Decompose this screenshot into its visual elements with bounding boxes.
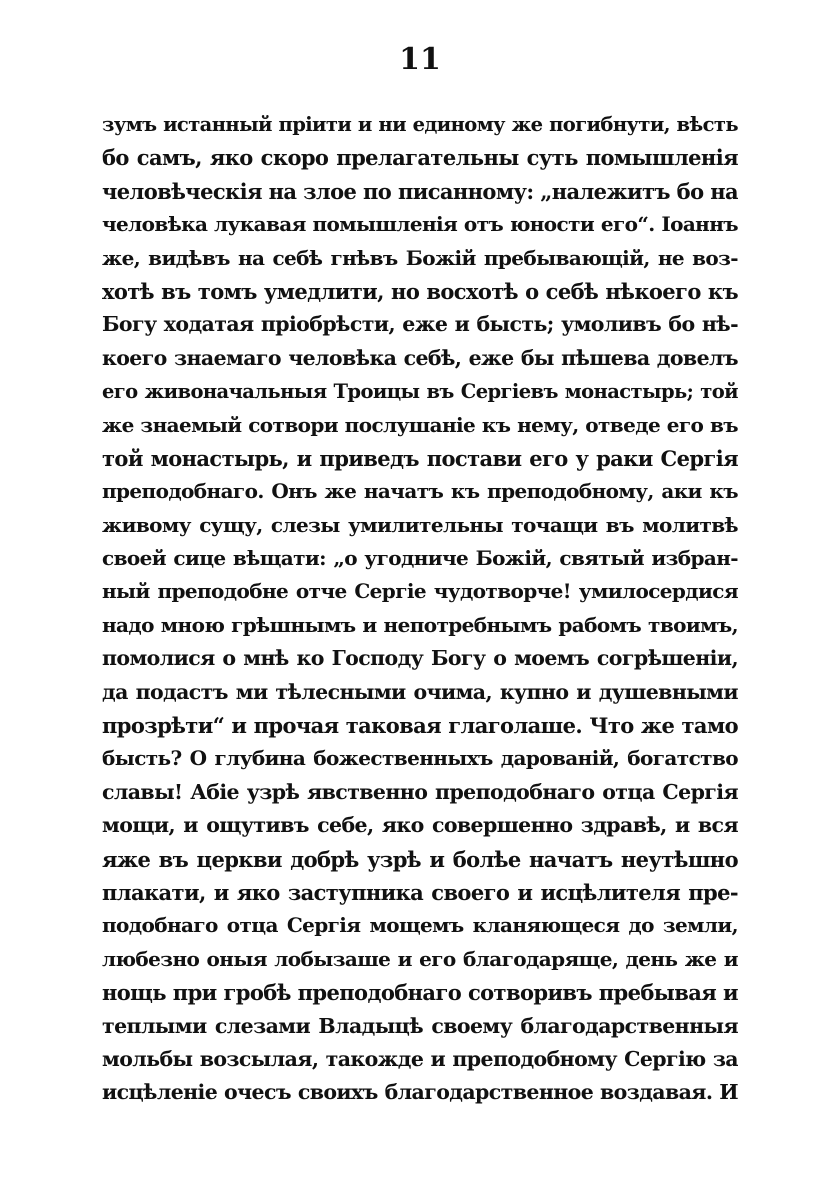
page-number: 11 — [399, 42, 441, 77]
text-line: его живоначальныя Троицы въ Сергіевъ монастырь; той — [102, 380, 738, 404]
text-line: Богу ходатая пріобрѣсти, еже и бысть; умоливъ бо нѣ- — [102, 312, 738, 337]
text-line: же знаемый сотвори послушаніе къ нему, отведе его въ — [102, 412, 738, 437]
text-line: мощи, и ощутивъ себе, яко совершенно здравѣ, и вся — [102, 813, 738, 838]
text-line: бысть? О глубина божественныхъ дарованій, богатство — [102, 746, 738, 771]
text-line: ный преподобне отче Сергіе чудотворче! умилосердися — [102, 579, 738, 604]
text-line: хотѣ въ томъ умедлити, но восхотѣ о себѣ нѣкоего къ — [102, 278, 738, 304]
text-line: преподобнаго. Онъ же начатъ къ преподобному, аки къ — [102, 479, 738, 504]
text-line: исцѣленіе очесъ своихъ благодарственное воздавая. И — [102, 1080, 738, 1105]
text-line: славы! Абіе узрѣ явственно преподобнаго отца Сергія — [102, 779, 738, 804]
text-line: бо самъ, яко скоро прелагательны суть помышленія — [102, 145, 738, 171]
text-line: человѣка лукавая помышленія отъ юности его“. Іоаннъ — [102, 212, 738, 237]
text-line: нощь при гробѣ преподобнаго сотворивъ пребывая и — [102, 980, 738, 1006]
text-line: прозрѣти“ и прочая таковая глаголаше. Что же тамо — [102, 713, 738, 739]
text-line: помолися о мнѣ ко Господу Богу о моемъ согрѣшеніи, — [102, 646, 738, 671]
body-text — [102, 108, 738, 1110]
text-line: той монастырь, и приведъ постави его у раки Сергія — [102, 445, 738, 471]
text-line: да подастъ ми тѣлесными очима, купно и душевными — [102, 679, 738, 704]
text-line: человѣческія на злое по писанному: „належитъ бо на — [102, 178, 738, 204]
text-line: же, видѣвъ на себѣ гнѣвъ Божій пребывающій, не воз- — [102, 245, 738, 270]
text-line: мольбы возсылая, такожде и преподобному Сергію за — [102, 1046, 738, 1071]
text-line: своей сице вѣщати: „о угодниче Божій, святый избран- — [102, 546, 738, 571]
text-line: коего знаемаго человѣка себѣ, еже бы пѣшева довелъ — [102, 345, 738, 370]
text-line: живому сущу, слезы умилительны точащи въ молитвѣ — [102, 512, 738, 537]
text-line: подобнаго отца Сергія мощемъ кланяющеся до земли, — [102, 913, 738, 938]
text-line: надо мною грѣшнымъ и непотребнымъ рабомъ твоимъ, — [102, 612, 738, 637]
text-line: яже въ церкви добрѣ узрѣ и болѣе начатъ неутѣшно — [102, 846, 738, 872]
text-line: плакати, и яко заступника своего и исцѣлителя пре- — [102, 879, 738, 905]
text-line: любезно оныя лобызаше и его благодаряще, день же и — [102, 946, 738, 971]
text-line: зумъ истанный пріити и ни единому же погибнути, вѣсть — [102, 113, 738, 136]
text-line: теплыми слезами Владыцѣ своему благодарственныя — [102, 1013, 738, 1038]
